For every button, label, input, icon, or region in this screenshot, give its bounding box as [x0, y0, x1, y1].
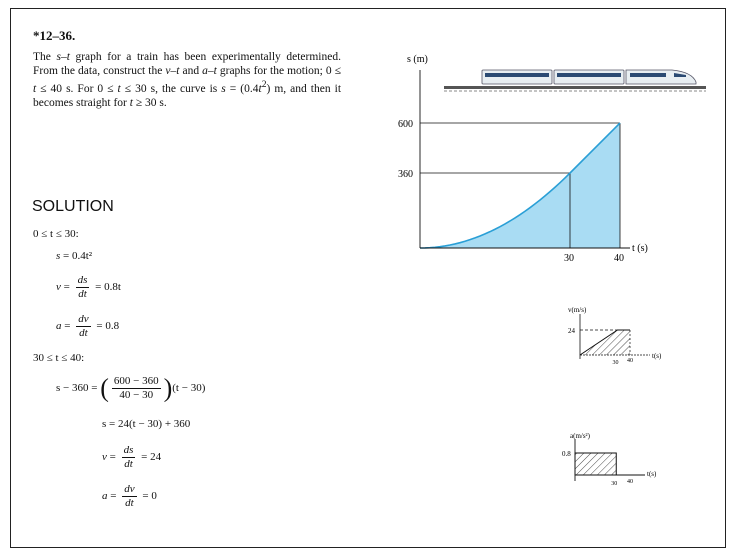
v-t-sketch — [555, 300, 685, 375]
eq-a2: a = $\frac{dv}{dt}$ = 0 — [102, 483, 157, 509]
x-axis-label: t (s) — [632, 243, 648, 254]
v-y-label: v(m/s) — [568, 306, 587, 314]
v-y-tick-24: 24 — [568, 327, 575, 335]
v-x-label: t(s) — [652, 352, 662, 360]
a-y-tick-0.8: 0.8 — [562, 450, 571, 458]
eq-a1: a = $\frac{dv}{dt}$ = 0.8 — [56, 313, 120, 339]
fraction: $\frac{ds}{dt}$ — [123, 444, 134, 470]
fraction: $\frac{ds}{dt}$ — [77, 274, 88, 300]
eq-s1: s = 0.4t² — [56, 250, 93, 262]
range-1: 0 ≤ t ≤ 30: — [33, 228, 79, 240]
range-2: 30 ≤ t ≤ 40: — [33, 352, 85, 364]
fraction: $\frac{dv}{dt}$ — [124, 483, 135, 509]
problem-statement: The s–t graph for a train has been experimentally determined. From the data, construct the v–t and a–t graphs for the motion; 0 ≤ t ≤ 40 s. For 0 ≤ t ≤ 30 s, the curve is $s = (0.4t^2)$ m, and then it becomes straight for t ≥ 30 s. — [33, 51, 342, 109]
solution-heading: SOLUTION — [32, 198, 114, 215]
v-x-tick-40: 40 — [627, 358, 633, 364]
eq-v1: v = $\frac{ds}{dt}$ = 0.8t — [56, 274, 121, 300]
a-x-label: t(s) — [647, 470, 657, 478]
x-tick-label-40: 40 — [614, 253, 624, 264]
v-x-tick-30: 30 — [612, 360, 619, 366]
y-tick-label-600: 600 — [398, 119, 413, 130]
a-x-tick-40: 40 — [627, 479, 633, 485]
eq-s2: s − 360 = ( $\frac{600 - 360}{40 - 30}$ )(t − 30) — [56, 373, 206, 403]
problem-number: *12–36. — [33, 28, 76, 43]
y-tick-label-360: 360 — [398, 169, 413, 180]
a-y-label: a(m/s²) — [570, 432, 590, 440]
fraction: $\frac{600 - 360}{40 - 30}$ — [113, 375, 159, 401]
fraction: $\frac{dv}{dt}$ — [78, 313, 89, 339]
eq-s3: s = 24(t − 30) + 360 — [102, 418, 191, 430]
area-fill — [420, 123, 620, 248]
a-area — [575, 453, 616, 475]
a-x-tick-30: 30 — [611, 481, 618, 487]
s-t-graph — [380, 45, 680, 270]
y-axis-label: s (m) — [407, 54, 428, 65]
a-t-sketch — [555, 425, 685, 495]
x-tick-label-30: 30 — [564, 253, 574, 264]
v-area — [580, 330, 630, 355]
eq-v2: v = $\frac{ds}{dt}$ = 24 — [102, 444, 162, 470]
